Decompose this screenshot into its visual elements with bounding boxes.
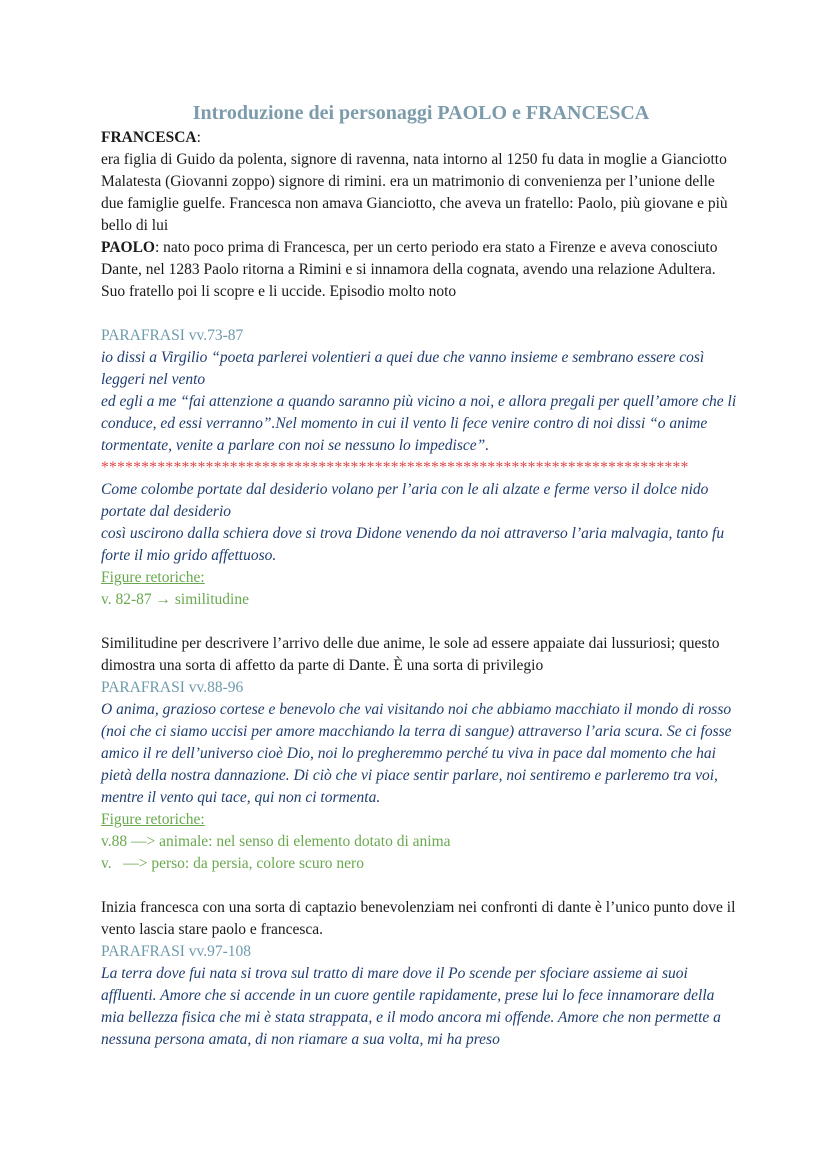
francesca-colon: : [196, 129, 201, 146]
paraphrase-97-108: La terra dove fui nata si trova sul tratto di mare dove il Po scende per sfociare assieme ai suoi affluenti. Amore che si accende in un cuore gentile rapidamente, prese lui lo fece innamorare della mia bellezza fisica che mi è stata strappata, e il modo ancora mi offende. Amore che non permette a nessuna persona amata, di non riamare a sua volta, mi ha preso [101, 965, 721, 1048]
figure-item-1-1: v. 82-87 → similitudine [101, 591, 249, 608]
figures-heading-1: Figure retoriche: [101, 569, 205, 586]
paraphrase-73-87-b: Come colombe portate dal desiderio volano per l’aria con le ali alzate e ferme verso il dolce nido portate dal desiderio così uscirono dalla schiera dove si trova Didone venendo da noi attraverso l’aria malvagia, tanto fu forte il mio grido affettuoso. [101, 481, 725, 564]
paraphrase-73-87-a: io dissi a Virgilio “poeta parlerei volentieri a quei due che vanno insieme e sembrano essere così leggeri nel vento ed egli a me “fai attenzione a quando saranno più vicino a noi, e allora pregali per quell’amore che li conduce, ed essi verranno”.Nel momento in cui il vento li fece venire contro di noi dissi “o anime tormentate, venite a parlare con noi se nessuno lo impedisce”. [101, 349, 737, 454]
figure-item-2-1: v.88 —> animale: nel senso di elemento dotato di anima [101, 833, 451, 850]
figure-item-2-2: v. —> perso: da persia, colore scuro nero [101, 855, 364, 872]
parafrasi-heading-73-87: PARAFRASI vv.73-87 [101, 327, 244, 344]
figures-heading-2: Figure retoriche: [101, 811, 205, 828]
commentary-2: Inizia francesca con una sorta di captazio benevolenziam nei confronti di dante è l’unico punto dove il vento lascia stare paolo e francesca. [101, 899, 736, 938]
parafrasi-heading-97-108: PARAFRASI vv.97-108 [101, 943, 252, 960]
francesca-label-line [101, 127, 741, 149]
paolo-paragraph [101, 237, 741, 303]
parafrasi-heading-88-96: PARAFRASI vv.88-96 [101, 679, 244, 696]
separator-stars: ************************************************************************* [101, 459, 689, 476]
commentary-1: Similitudine per descrivere l’arrivo delle due anime, le sole ad essere appaiate dai lussuriosi; questo dimostra una sorta di affetto da parte di Dante. È una sorta di privilegio [101, 635, 720, 674]
document-content [101, 101, 741, 1051]
francesca-label: FRANCESCA [101, 129, 197, 146]
francesca-text: era figlia di Guido da polenta, signore di ravenna, nata intorno al 1250 fu data in moglie a Gianciotto Malatesta (Giovanni zoppo) signore di rimini. era un matrimonio di convenienza per l’unione delle due famiglie guelfe. Francesca non amava Gianciotto, che aveva un fratello: Paolo, più giovane e più bello di lui [101, 151, 728, 234]
paraphrase-88-96: O anima, grazioso cortese e benevolo che vai visitando noi che abbiamo macchiato il mondo di rosso (noi che ci siamo uccisi per amore macchiando la terra di sangue) attraverso l’aria scura. Se ci fosse amico il re dell’universo cioè Dio, noi lo pregheremmo perché tu viva in pace dal momento che hai pietà della nostra dannazione. Di ciò che vi piace sentir parlare, noi sentiremo e parleremo tra voi, mentre il vento qui tace, qui non ci tormenta. [101, 701, 732, 806]
page-title: Introduzione dei personaggi PAOLO e FRANCESCA [192, 102, 650, 124]
paolo-text: : nato poco prima di Francesca, per un certo periodo era stato a Firenze e aveva conosciuto Dante, nel 1283 Paolo ritorna a Rimini e si innamora della cognata, avendo una relazione Adultera. Suo fratello poi li scopre e li uccide. Episodio molto noto [101, 239, 718, 300]
paolo-label: PAOLO [101, 239, 155, 256]
